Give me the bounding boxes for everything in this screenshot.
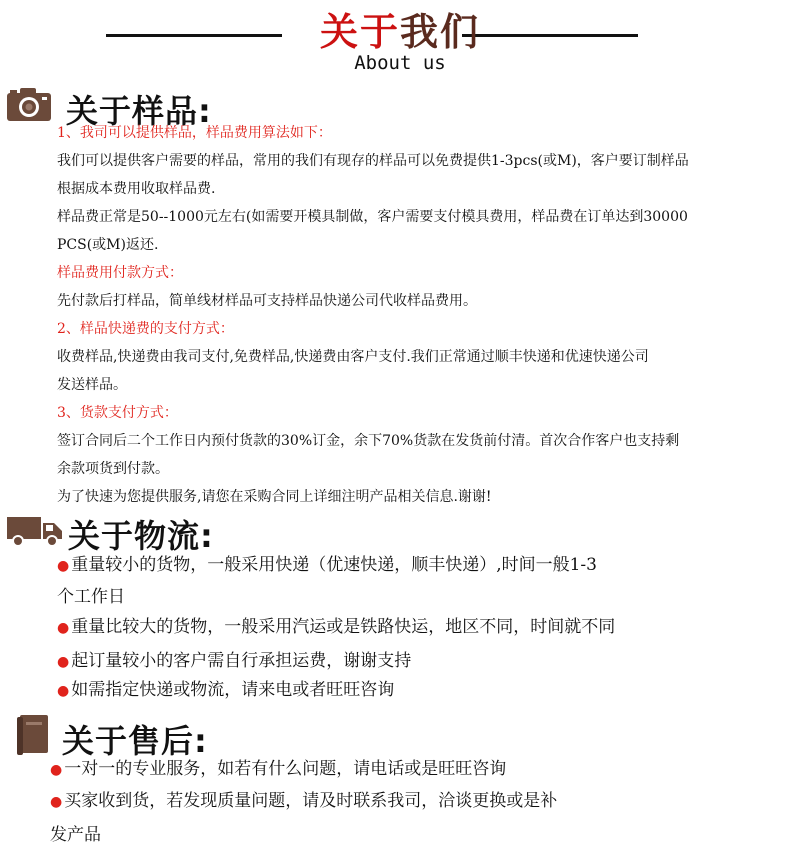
samples-line-14: 为了快速为您提供服务,请您在采购合同上详细注明产品相关信息.谢谢! (57, 489, 492, 505)
samples-line-7: 先付款后打样品，简单线材样品可支持样品快递公司代收样品费用。 (57, 293, 477, 309)
page-title (0, 8, 800, 56)
aftersales-item-1: ● 一对一的专业服务，如若有什么问题，请电话或是旺旺咨询 (50, 759, 507, 779)
bullet-dot: ● (57, 683, 70, 699)
logistics-item-1-cont: 个工作日 (57, 587, 125, 607)
samples-line-6: 样品费用付款方式： (57, 265, 183, 281)
bullet-dot: ● (50, 794, 63, 810)
aftersales-item-2: ● 买家收到货，若发现质量问题，请及时联系我司，洽谈更换或是补 (50, 791, 558, 811)
samples-line-12: 签订合同后二个工作日内预付货款的30%订金，余下70%货款在发货前付清。首次合作客户也支持剩 (57, 433, 680, 449)
logistics-item-2: ● 重量比较大的货物，一般采用汽运或是铁路快运，地区不同，时间就不同 (57, 617, 616, 637)
samples-line-13: 余款项货到付款。 (57, 461, 169, 477)
bullet-dot: ● (57, 654, 70, 670)
samples-line-10: 发送样品。 (57, 377, 127, 393)
book-icon (16, 714, 50, 756)
bullet-dot: ● (57, 620, 70, 636)
truck-icon (6, 514, 64, 548)
logistics-item-1: ● 重量较小的货物，一般采用快递（优速快递，顺丰快递）,时间一般1-3 (57, 555, 597, 575)
samples-line-3: 根据成本费用收取样品费. (57, 181, 216, 197)
page-subtitle: About us (354, 52, 446, 74)
logistics-item-4: ● 如需指定快递或物流，请来电或者旺旺咨询 (57, 680, 395, 700)
bullet-dot: ● (50, 762, 63, 778)
page-title-dark: 我们 (400, 10, 481, 54)
samples-line-8: 2、样品快递费的支付方式： (57, 321, 234, 337)
section-heading-samples: 关于样品: (66, 92, 212, 130)
samples-line-1: 1、我司可以提供样品，样品费用算法如下： (57, 125, 332, 141)
section-heading-aftersales: 关于售后: (62, 722, 208, 760)
samples-line-4: 样品费正常是50--1000元左右(如需要开模具制做，客户需要支付模具费用，样品费在订单达到30000 (57, 209, 688, 225)
section-heading-logistics: 关于物流: (68, 517, 214, 555)
bullet-dot: ● (57, 558, 70, 574)
page-title-red: 关于 (319, 10, 400, 54)
aftersales-item-2-cont: 发产品 (50, 825, 101, 845)
logistics-item-3: ● 起订量较小的客户需自行承担运费，谢谢支持 (57, 651, 412, 671)
samples-line-11: 3、货款支付方式： (57, 405, 178, 421)
camera-icon (6, 86, 52, 122)
samples-line-5: PCS(或M)返还. (57, 237, 159, 253)
samples-line-2: 我们可以提供客户需要的样品，常用的我们有现存的样品可以免费提供1-3pcs(或M)，客户要订制样品 (57, 153, 689, 169)
samples-line-9: 收费样品,快递费由我司支付,免费样品,快递费由客户支付.我们正常通过顺丰快递和优速快递公司 (57, 349, 649, 365)
